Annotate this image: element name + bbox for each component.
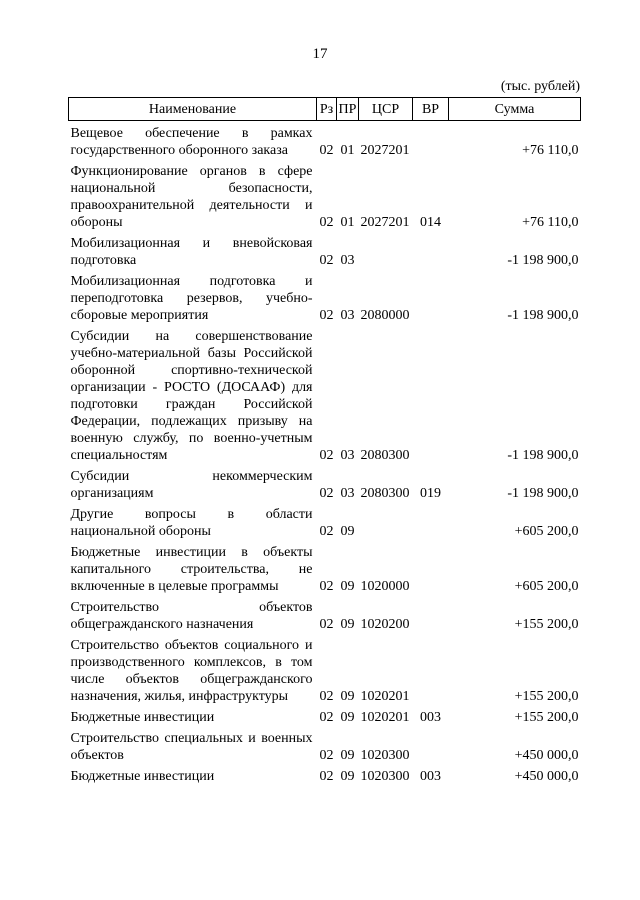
header-pr: ПР <box>337 98 359 121</box>
row-vr: 003 <box>420 769 441 784</box>
table-row <box>69 595 581 633</box>
row-vr <box>413 633 449 705</box>
row-csr <box>359 231 413 269</box>
row-sum: +76 110,0 <box>522 143 579 158</box>
row-csr: 1020201 <box>360 689 410 704</box>
header-csr: ЦСР <box>359 98 413 121</box>
row-name: Мобилизационная и вневойсковая подготовка <box>70 236 313 268</box>
row-rz: 02 <box>319 308 334 323</box>
row-name: Строительство объектов социального и производственного комплексов, в том числе объектов общегражданского назначения, жилья, инфраструктуры <box>70 638 313 704</box>
row-sum: -1 198 900,0 <box>507 253 579 268</box>
row-sum: +450 000,0 <box>514 748 579 763</box>
row-sum: -1 198 900,0 <box>507 448 579 463</box>
row-csr: 2080300 <box>360 486 410 501</box>
row-csr: 1020300 <box>360 769 410 784</box>
row-sum: +155 200,0 <box>514 689 579 704</box>
row-csr: 1020000 <box>360 579 410 594</box>
row-pr: 03 <box>340 486 355 501</box>
row-pr: 03 <box>340 308 355 323</box>
row-rz: 02 <box>319 710 334 725</box>
row-pr: 09 <box>340 617 355 632</box>
header-rz: Рз <box>317 98 337 121</box>
row-pr: 09 <box>340 710 355 725</box>
row-csr: 2027201 <box>360 143 410 158</box>
table-row <box>69 464 581 502</box>
row-pr: 09 <box>340 524 355 539</box>
row-vr <box>413 269 449 324</box>
row-pr: 01 <box>340 143 355 158</box>
row-name: Бюджетные инвестиции <box>70 769 215 784</box>
row-sum: +155 200,0 <box>514 617 579 632</box>
header-vr: ВР <box>413 98 449 121</box>
row-vr: 003 <box>420 710 441 725</box>
row-vr <box>413 726 449 764</box>
row-name: Вещевое обеспечение в рамках государственного оборонного заказа <box>70 126 313 158</box>
row-name: Другие вопросы в области национальной обороны <box>70 507 313 539</box>
row-name: Функционирование органов в сфере национальной безопасности, правоохранительной деятельности и обороны <box>70 164 313 230</box>
row-csr: 2027201 <box>360 215 410 230</box>
table-row <box>69 269 581 324</box>
table-row <box>69 726 581 764</box>
row-rz: 02 <box>319 253 334 268</box>
row-rz: 02 <box>319 448 334 463</box>
row-name: Субсидии на совершенствование учебно-материальной базы Российской оборонной спортивно-технической организации - РОСТО (ДОСААФ) для подготовки граждан Российской Федерации, подлежащих призыву на военную службу, по военно-учетным специальностям <box>70 329 313 463</box>
row-rz: 02 <box>319 769 334 784</box>
row-pr: 03 <box>340 448 355 463</box>
row-csr <box>359 502 413 540</box>
row-vr <box>413 540 449 595</box>
row-name: Субсидии некоммерческим организациям <box>70 469 313 501</box>
row-pr: 09 <box>340 689 355 704</box>
row-csr: 1020300 <box>360 748 410 763</box>
row-vr: 019 <box>420 486 441 501</box>
table-row <box>69 502 581 540</box>
table-row <box>69 540 581 595</box>
row-rz: 02 <box>319 748 334 763</box>
table-row <box>69 764 581 785</box>
row-pr: 09 <box>340 769 355 784</box>
row-csr: 2080300 <box>360 448 410 463</box>
row-pr: 09 <box>340 579 355 594</box>
row-rz: 02 <box>319 689 334 704</box>
row-pr: 03 <box>340 253 355 268</box>
row-pr: 09 <box>340 748 355 763</box>
table-row <box>69 121 581 160</box>
row-sum: -1 198 900,0 <box>507 486 579 501</box>
row-name: Мобилизационная подготовка и переподготовка резервов, учебно-сборовые мероприятия <box>70 274 313 323</box>
budget-table <box>68 97 581 785</box>
header-name: Наименование <box>69 98 317 121</box>
header-sum: Сумма <box>449 98 581 121</box>
table-header-row <box>69 98 581 121</box>
row-csr: 2080000 <box>360 308 410 323</box>
row-csr: 1020200 <box>360 617 410 632</box>
row-vr <box>413 121 449 160</box>
table-row <box>69 633 581 705</box>
units-label: (тыс. рублей) <box>500 79 580 94</box>
table-row <box>69 705 581 726</box>
row-rz: 02 <box>319 579 334 594</box>
row-name: Строительство объектов общегражданского назначения <box>70 600 313 632</box>
row-sum: +155 200,0 <box>514 710 579 725</box>
row-sum: +605 200,0 <box>514 524 579 539</box>
row-rz: 02 <box>319 486 334 501</box>
row-name: Бюджетные инвестиции <box>70 710 215 725</box>
row-rz: 02 <box>319 524 334 539</box>
row-sum: +605 200,0 <box>514 579 579 594</box>
page-number: 17 <box>312 46 328 62</box>
row-vr <box>413 502 449 540</box>
row-vr <box>413 324 449 464</box>
row-vr <box>413 231 449 269</box>
row-name: Бюджетные инвестиции в объекты капитального строительства, не включенные в целевые программы <box>70 545 313 594</box>
row-rz: 02 <box>319 617 334 632</box>
row-rz: 02 <box>319 143 334 158</box>
row-sum: -1 198 900,0 <box>507 308 579 323</box>
row-sum: +450 000,0 <box>514 769 579 784</box>
row-vr: 014 <box>420 215 441 230</box>
table-row <box>69 159 581 231</box>
row-csr: 1020201 <box>360 710 410 725</box>
row-pr: 01 <box>340 215 355 230</box>
table-row <box>69 231 581 269</box>
row-rz: 02 <box>319 215 334 230</box>
table-row <box>69 324 581 464</box>
row-name: Строительство специальных и военных объектов <box>70 731 313 763</box>
row-sum: +76 110,0 <box>522 215 579 230</box>
row-vr <box>413 595 449 633</box>
